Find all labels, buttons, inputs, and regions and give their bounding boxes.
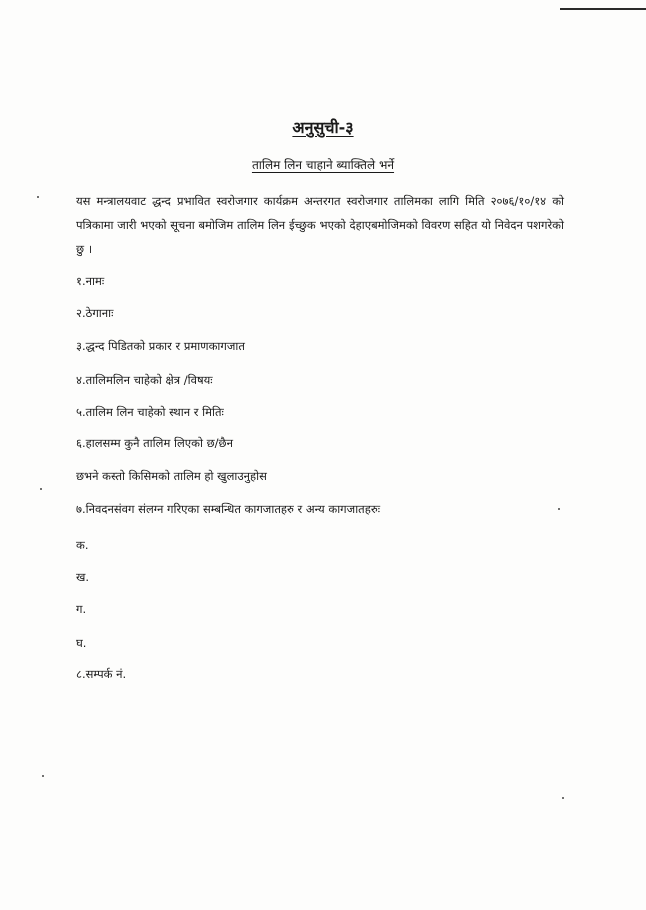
document-subtitle (0, 156, 646, 173)
field-item-gha: घ. (76, 636, 87, 650)
field-training-location-date: ५.तालिम लिन चाहेको स्थान र मितिः (76, 405, 224, 419)
scan-edge-line (560, 8, 646, 10)
field-item-kha: ख. (76, 570, 90, 584)
scan-speck (42, 775, 44, 777)
field-contact-number: ८.सम्पर्क नं. (76, 667, 127, 681)
field-training-details: छभने कस्तो किसिमको तालिम हो खुलाउनुहोस (76, 469, 267, 483)
intro-paragraph (76, 189, 564, 261)
intro-text: यस मन्त्रालयवाट द्धन्द प्रभावित स्वरोजगार कार्यक्रम अन्तरगत स्वरोजगार तालिमका लागि मिति २०७६/१०/१४ को पत्रिकामा जारी भएको सूचना बमोजिम तालिम लिन ईच्छुक भएको देहाएबमोजिमको विवरण सहित यो निवेदन पशगरेको छु । (76, 194, 564, 256)
field-name: १.नामः (76, 274, 105, 288)
field-address: २.ठेगानाः (76, 306, 114, 320)
scan-speck (562, 797, 564, 799)
scan-speck (37, 196, 39, 198)
subtitle-text: तालिम लिन चाहाने ब्याक्तिले भर्ने (251, 158, 395, 172)
field-training-sector: ४.तालिमलिन चाहेको क्षेत्र /विषयः (76, 373, 213, 387)
scan-speck (558, 508, 560, 510)
field-previous-training: ६.हालसम्म कुनै तालिम लिएको छ/छैन (76, 436, 233, 450)
scan-speck (40, 488, 42, 490)
title-text: अनुसुची-३ (292, 118, 354, 137)
field-item-ka: क. (76, 538, 89, 552)
document-title (0, 116, 646, 138)
field-item-ga: ग. (76, 602, 87, 616)
field-victim-type: ३.द्धन्द पिडितको प्रकार र प्रमाणकागजात (76, 339, 245, 353)
field-attached-documents: ७.निवदनसंवग संलग्न गरिएका सम्बन्धित कागजातहरु र अन्य कागजातहरुः (76, 502, 381, 516)
